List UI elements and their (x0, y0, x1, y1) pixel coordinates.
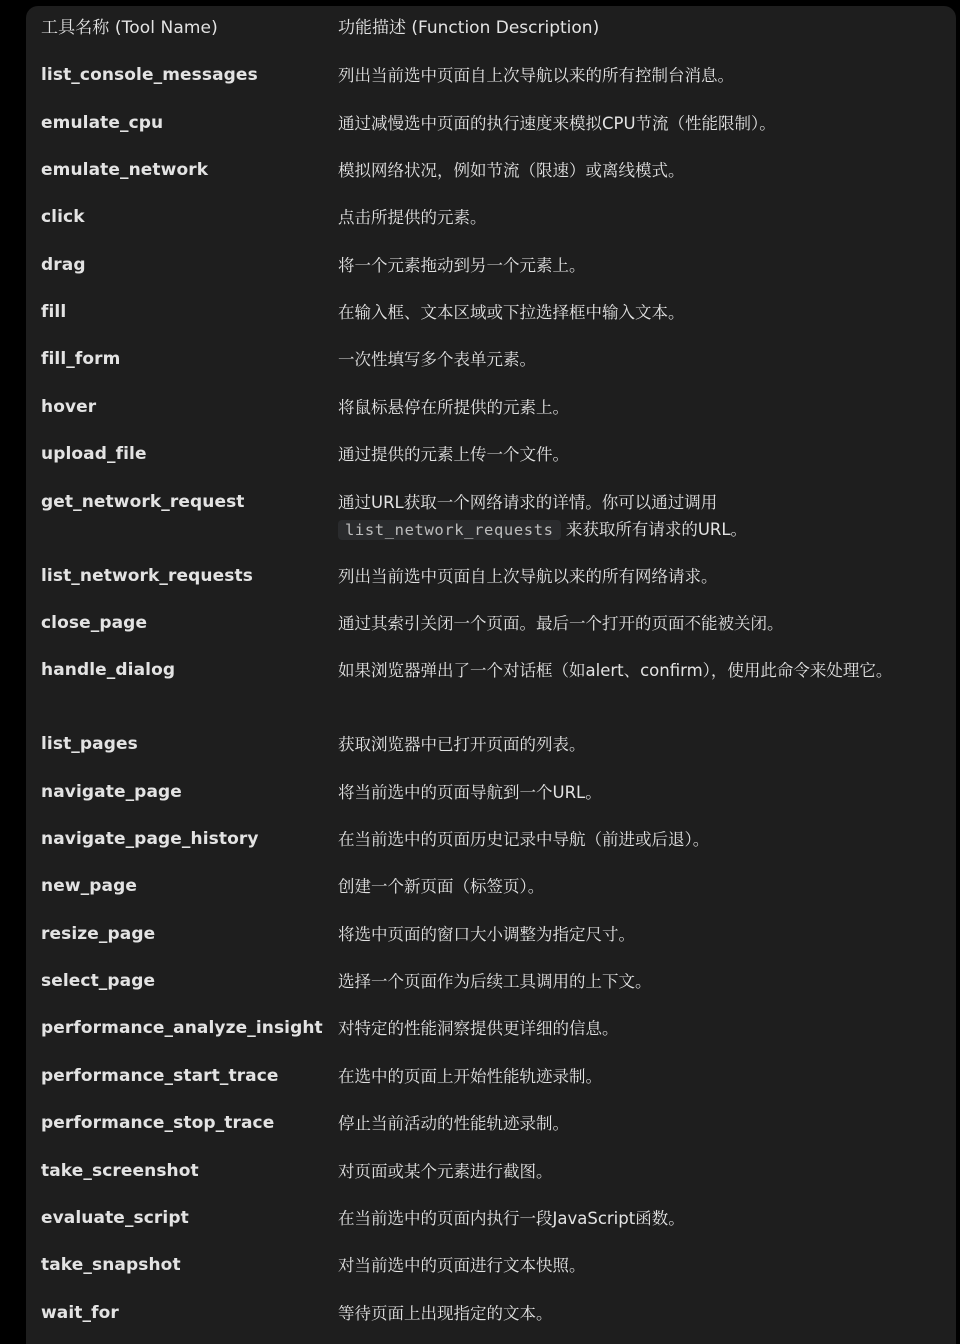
tool-name: upload_file (41, 444, 147, 464)
tool-name: fill (41, 302, 67, 322)
tool-name: click (41, 207, 85, 227)
tool-name: emulate_cpu (41, 113, 164, 133)
tool-name: performance_analyze_insight (41, 1018, 323, 1038)
tool-name: take_snapshot (41, 1255, 181, 1275)
tool-description: 如果浏览器弹出了一个对话框（如alert、confirm），使用此命令来处理它。 (338, 661, 893, 680)
tool-name: list_console_messages (41, 65, 258, 85)
tool-name: close_page (41, 613, 148, 633)
tool-name: select_page (41, 971, 156, 991)
tool-description: 在当前选中的页面内执行一段JavaScript函数。 (338, 1209, 685, 1228)
tool-name: take_screenshot (41, 1161, 199, 1181)
tool-name: list_pages (41, 734, 138, 754)
tool-description: 创建一个新页面（标签页）。 (338, 877, 545, 896)
tool-name: handle_dialog (41, 660, 176, 680)
tool-name: resize_page (41, 924, 156, 944)
description-text: 通过URL获取一个网络请求的详情。你可以通过调用 (338, 493, 718, 512)
header-function-description: 功能描述 (Function Description) (338, 18, 600, 38)
tool-description: 将选中页面的窗口大小调整为指定尺寸。 (338, 925, 635, 944)
tool-name: fill_form (41, 349, 121, 369)
tool-description: 通过提供的元素上传一个文件。 (338, 445, 569, 464)
tool-name: evaluate_script (41, 1208, 189, 1228)
tool-description: 停止当前活动的性能轨迹录制。 (338, 1114, 569, 1133)
tool-name: navigate_page (41, 782, 182, 802)
tool-description: 将一个元素拖动到另一个元素上。 (338, 256, 586, 275)
tool-name: get_network_request (41, 492, 245, 512)
tool-description: 选择一个页面作为后续工具调用的上下文。 (338, 972, 652, 991)
tool-name: wait_for (41, 1303, 119, 1323)
tool-description: 将鼠标悬停在所提供的元素上。 (338, 398, 569, 417)
tool-description: 等待页面上出现指定的文本。 (338, 1304, 553, 1323)
tool-description: 对页面或某个元素进行截图。 (338, 1162, 553, 1181)
tool-name: drag (41, 255, 86, 275)
tool-description: 模拟网络状况，例如节流（限速）或离线模式。 (338, 161, 685, 180)
tool-description: 列出当前选中页面自上次导航以来的所有网络请求。 (338, 567, 718, 586)
tool-description: 通过其索引关闭一个页面。最后一个打开的页面不能被关闭。 (338, 614, 784, 633)
tool-description: 对特定的性能洞察提供更详细的信息。 (338, 1019, 619, 1038)
tool-description: 在输入框、文本区域或下拉选择框中输入文本。 (338, 303, 685, 322)
tool-description: 在当前选中的页面历史记录中导航（前进或后退）。 (338, 830, 710, 849)
tool-table-panel (26, 6, 956, 1344)
tool-name: navigate_page_history (41, 829, 259, 849)
tool-description (338, 489, 938, 544)
tool-name: performance_start_trace (41, 1066, 279, 1086)
tool-description: 点击所提供的元素。 (338, 208, 487, 227)
tool-name: list_network_requests (41, 566, 253, 586)
tool-description: 列出当前选中页面自上次导航以来的所有控制台消息。 (338, 66, 734, 85)
tool-name: hover (41, 397, 97, 417)
tool-name: performance_stop_trace (41, 1113, 275, 1133)
tool-description: 通过减慢选中页面的执行速度来模拟CPU节流（性能限制）。 (338, 114, 776, 133)
tool-description: 在选中的页面上开始性能轨迹录制。 (338, 1067, 602, 1086)
inline-code: list_network_requests (338, 520, 561, 540)
description-text: 来获取所有请求的URL。 (565, 520, 748, 539)
header-tool-name: 工具名称 (Tool Name) (41, 18, 218, 38)
tool-description: 一次性填写多个表单元素。 (338, 350, 536, 369)
tool-description: 对当前选中的页面进行文本快照。 (338, 1256, 586, 1275)
tool-name: emulate_network (41, 160, 209, 180)
tool-description: 获取浏览器中已打开页面的列表。 (338, 735, 586, 754)
tool-name: new_page (41, 876, 137, 896)
tool-description: 将当前选中的页面导航到一个URL。 (338, 783, 602, 802)
